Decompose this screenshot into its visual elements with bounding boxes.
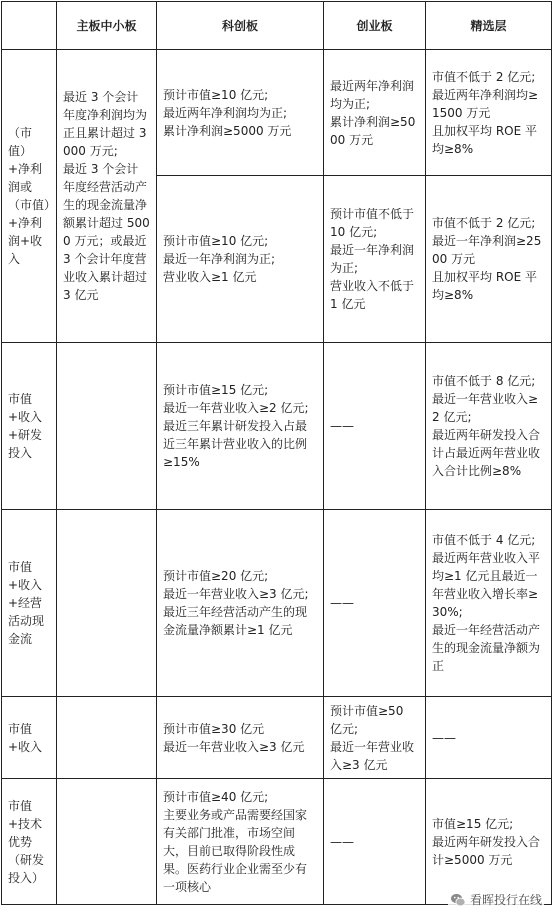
table-row [2, 779, 552, 905]
gem-cell: 最近两年净利润均为正; 累计净利润≥5000 万元 [324, 50, 426, 176]
star-market-cell: 预计市值≥10 亿元; 最近两年净利润均为正; 累计净利润≥5000 万元 [157, 50, 324, 176]
header-gem: 创业板 [324, 2, 426, 50]
criterion-cell: 市值+技术优势（研发投入） [2, 779, 57, 905]
select-tier-cell: 市值不低于 2 亿元; 最近两年净利润均≥1500 万元 且加权平均 ROE 平均≥8% [426, 50, 552, 176]
header-select-tier: 精选层 [426, 2, 552, 50]
gem-cell: —— [324, 510, 426, 697]
table-row [2, 510, 552, 697]
criterion-cell: 市值+收入 [2, 697, 57, 779]
main-board-cell: 最近 3 个会计年度净利润均为正且累计超过 3000 万元; 最近 3 个会计年度经营活动产生的现金流量净额累计超过 5000 万元；或最近 3 个会计年度营业收入累计超过 3 亿元 [57, 50, 157, 343]
gem-cell: —— [324, 779, 426, 905]
gem-cell: —— [324, 343, 426, 510]
star-market-cell: 预计市值≥15 亿元; 最近一年营业收入≥2 亿元; 最近三年累计研发投入占最近三年累计营业收入的比例≥15% [157, 343, 324, 510]
star-market-cell: 预计市值≥10 亿元; 最近一年净利润为正; 营业收入≥1 亿元 [157, 176, 324, 343]
watermark-text: 看晖投行在线 [469, 893, 542, 907]
wechat-icon [450, 892, 466, 908]
criterion-cell: 市值+收入+经营活动现金流 [2, 510, 57, 697]
star-market-cell: 预计市值≥30 亿元 最近一年营业收入≥3 亿元 [157, 697, 324, 779]
watermark [448, 890, 544, 909]
main-board-cell [57, 779, 157, 905]
select-tier-cell: 市值≥15 亿元; 最近两年研发投入合计≥5000 万元 [426, 779, 552, 905]
listing-standards-table [1, 1, 552, 905]
table-row [2, 697, 552, 779]
header-star-market: 科创板 [157, 2, 324, 50]
main-board-cell [57, 343, 157, 510]
criterion-cell: （市值）+净利润或（市值）+净利润+收入 [2, 50, 57, 343]
select-tier-cell: 市值不低于 2 亿元; 最近一年净利润≥2500 万元 且加权平均 ROE 平均≥8% [426, 176, 552, 343]
table-row [2, 50, 552, 176]
main-board-cell [57, 697, 157, 779]
header-criterion [2, 2, 57, 50]
select-tier-cell: —— [426, 697, 552, 779]
header-row [2, 2, 552, 50]
select-tier-cell: 市值不低于 8 亿元; 最近一年营业收入≥2 亿元; 最近两年研发投入合计占最近两年营业收入合计比例≥8% [426, 343, 552, 510]
gem-cell: 预计市值不低于 10 亿元; 最近一年净利润为正; 营业收入不低于 1 亿元 [324, 176, 426, 343]
main-board-cell [57, 510, 157, 697]
star-market-cell: 预计市值≥40 亿元; 主要业务或产品需要经国家有关部门批准，市场空间大，目前已取得阶段性成果。医药行业企业需至少有一项核心 [157, 779, 324, 905]
star-market-cell: 预计市值≥20 亿元; 最近一年营业收入≥3 亿元; 最近三年经营活动产生的现金流量净额累计≥1 亿元 [157, 510, 324, 697]
criterion-cell: 市值+收入+研发投入 [2, 343, 57, 510]
select-tier-cell: 市值不低于 4 亿元; 最近两年营业收入平均≥1 亿元且最近一年营业收入增长率≥30%; 最近一年经营活动产生的现金流量净额为正 [426, 510, 552, 697]
table-row [2, 343, 552, 510]
header-main-board: 主板中小板 [57, 2, 157, 50]
gem-cell: 预计市值≥50 亿元; 最近一年营业收入≥3 亿元 [324, 697, 426, 779]
